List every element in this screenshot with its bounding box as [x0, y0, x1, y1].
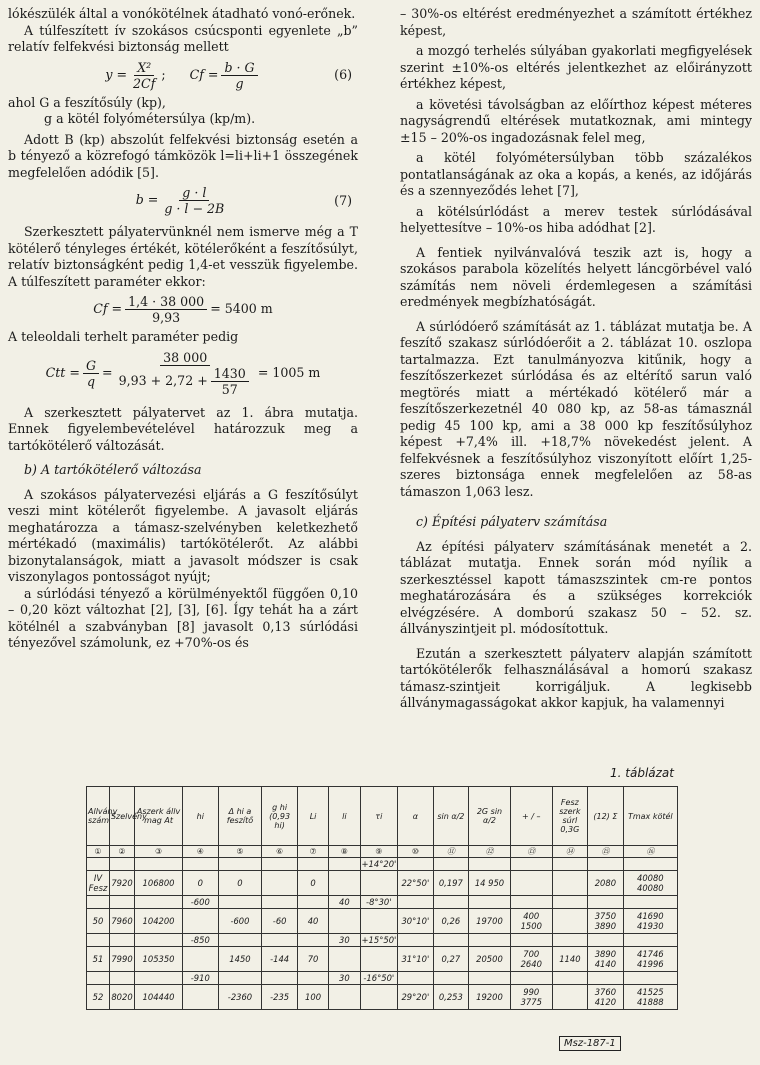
table-cell: 400 1500 — [510, 909, 552, 934]
table-cell — [218, 972, 262, 985]
table-row — [87, 896, 678, 909]
left-column — [8, 6, 358, 652]
table-row — [87, 934, 678, 947]
table-row — [87, 947, 678, 972]
table-cell: 106800 — [135, 871, 183, 896]
table-header-cell: (12) Σ — [588, 787, 624, 846]
table-column-number: ⑬ — [510, 846, 552, 858]
table-header-cell: τi — [360, 787, 398, 846]
table-cell: 0 — [297, 871, 328, 896]
table-cell: 3760 4120 — [588, 985, 624, 1010]
table-header-cell: Aszerk állv mag At — [135, 787, 183, 846]
table-cell: 50 — [87, 909, 110, 934]
table-cell — [360, 909, 398, 934]
table-cell — [469, 896, 511, 909]
equation-ctt: Ctt = $\frac{G}{q}$ = 38 000 9,93 + 2,72 + $\frac{1430}{57}$ = 1005 m — [45, 349, 321, 397]
table-cell: 30 — [329, 934, 360, 947]
table-cell — [552, 934, 588, 947]
table-header-cell: Allvány szám — [87, 787, 110, 846]
table-cell: -8°30' — [360, 896, 398, 909]
equation-cf: Cf = $\frac{1,4 \cdot 38 000}{9,93}$ = 5400 m — [93, 294, 273, 325]
table-cell: 1140 — [552, 947, 588, 972]
table-cell — [588, 972, 624, 985]
table-cell — [552, 909, 588, 934]
table-cell — [588, 896, 624, 909]
paragraph: lókészülék által a vonókötélnek átadható vonó-erőnek. — [8, 6, 356, 21]
table-cell: 3750 3890 — [588, 909, 624, 934]
table-cell — [297, 858, 328, 871]
table-cell — [109, 896, 134, 909]
table-cell — [183, 985, 219, 1010]
equation-number: (6) — [334, 66, 352, 82]
table-cell: 40 — [329, 896, 360, 909]
table-cell: 700 2640 — [510, 947, 552, 972]
table-cell — [398, 858, 434, 871]
table-title: 1. táblázat — [610, 766, 674, 780]
table-cell — [262, 858, 298, 871]
equation-7: b = $\frac{g \cdot l}{g \cdot l - 2B}$ (7) — [135, 185, 352, 216]
table-cell: 0 — [218, 871, 262, 896]
table-cell: 104440 — [135, 985, 183, 1010]
table-cell: 104200 — [135, 909, 183, 934]
table-cell — [297, 934, 328, 947]
table-cell: 100 — [297, 985, 328, 1010]
equation-6: y = $\frac{\text{X²}}{2Cf}$ ; Cf = $\frac{b \cdot G}{g}$ (6) — [105, 59, 352, 91]
paragraph: a kötél folyómétersúlyban több százalékos pontatlanságának az oka a kopás, a kenés, az időjárás és a szennyeződés lehet [7], — [400, 150, 752, 198]
table-cell — [262, 871, 298, 896]
table-cell: -16°50' — [360, 972, 398, 985]
table-header-cell: li — [329, 787, 360, 846]
table-cell: 0,27 — [433, 947, 469, 972]
table-header-cell: sin α/2 — [433, 787, 469, 846]
table-header-cell: Fesz szerk súrl 0,3G — [552, 787, 588, 846]
table-cell: -910 — [183, 972, 219, 985]
table-header-cell: α — [398, 787, 434, 846]
table-row — [87, 909, 678, 934]
table-cell — [623, 972, 677, 985]
paragraph: Szerkesztett pályatervünknél nem ismerve még a T kötélerő tényleges értékét, kötélerőként a feszítősúlyt, relatív biztonságként pedig 1,4-et vesszük figyelembe. A túlfeszített paraméter ekkor: — [8, 224, 358, 289]
table-cell — [135, 858, 183, 871]
table-column-number: ① — [87, 846, 110, 858]
table-cell: 70 — [297, 947, 328, 972]
table-cell: 7960 — [109, 909, 134, 934]
table-cell — [510, 858, 552, 871]
table-column-number: ⑨ — [360, 846, 398, 858]
table-cell — [623, 934, 677, 947]
paragraph: A szerkesztett pályatervet az 1. ábra mutatja. Ennek figyelembevételével határozzuk meg a tartókötélerő változását. — [8, 404, 358, 453]
paragraph: A fentiek nyilvánvalóvá teszik azt is, hogy a szokásos parabola közelítés helyett láncgörbével való számítás nem növeli érdemlegesen a számítási eredmények megbízhatóságát. — [400, 244, 752, 309]
table-cell — [87, 934, 110, 947]
table-cell — [360, 871, 398, 896]
table-cell: 0,197 — [433, 871, 469, 896]
table-cell — [469, 934, 511, 947]
table-row — [87, 985, 678, 1010]
table-cell: -60 — [262, 909, 298, 934]
table-cell — [183, 858, 219, 871]
equation-number: (7) — [334, 192, 352, 208]
table-cell: +14°20' — [361, 859, 397, 870]
table-cell — [135, 934, 183, 947]
table-cell: 41746 41996 — [623, 947, 677, 972]
table-cell — [87, 896, 110, 909]
table-cell — [469, 972, 511, 985]
section-heading: c) Építési pályaterv számítása — [416, 514, 608, 529]
table-cell — [297, 972, 328, 985]
table-cell: 30°10' — [398, 909, 434, 934]
table-cell — [329, 858, 360, 871]
table-cell — [588, 934, 624, 947]
table-column-number: ⑥ — [262, 846, 298, 858]
table-cell — [623, 896, 677, 909]
table-cell — [398, 972, 434, 985]
table-cell: 0,253 — [433, 985, 469, 1010]
table-cell: -2360 — [218, 985, 262, 1010]
paragraph: Az építési pályaterv számításának menetét a 2. táblázat mutatja. Ennek során mód nyílik a szerkesztéssel kapott támaszszintek cm-re pontos meghatározására és a szükséges korrekciók elvégzésére. A domború szakasz 50 – 52. sz. állványszintjeit pl. módosítottuk. — [400, 538, 752, 636]
table-cell — [218, 896, 262, 909]
table-cell: 19200 — [469, 985, 511, 1010]
table-cell — [588, 858, 624, 871]
table-cell — [552, 972, 588, 985]
table-cell: 31°10' — [398, 947, 434, 972]
table-cell: 51 — [87, 947, 110, 972]
table-cell — [552, 858, 588, 871]
table-cell — [552, 985, 588, 1010]
table-cell: 41690 41930 — [623, 909, 677, 934]
right-column — [400, 6, 752, 712]
table-cell — [329, 909, 360, 934]
table-cell — [623, 858, 677, 871]
table-header-cell: hi — [183, 787, 219, 846]
table-cell: 990 3775 — [510, 985, 552, 1010]
table-cell: 40 — [297, 909, 328, 934]
table-cell — [398, 896, 434, 909]
table-row — [87, 871, 678, 896]
table-cell — [360, 985, 398, 1010]
table-cell — [469, 858, 511, 871]
table-cell — [218, 858, 262, 871]
table-cell: 7990 — [109, 947, 134, 972]
paragraph: ahol G a feszítősúly (kp), — [8, 94, 166, 110]
table-cell: -600 — [218, 909, 262, 934]
table-body — [87, 858, 678, 1010]
paragraph: Adott B (kp) abszolút felfekvési biztonság esetén a b tényező a közrefogó támközök l=li+li+1 összegének megfelelően adódik [5]. — [8, 131, 358, 180]
table-header-cell: Li — [297, 787, 328, 846]
table-cell — [218, 934, 262, 947]
table-column-number: ⑧ — [329, 846, 360, 858]
paragraph: g a kötél folyómétersúlya (kp/m). — [44, 111, 256, 126]
table-row — [87, 972, 678, 985]
table-header-cell: Szelvény — [109, 787, 134, 846]
table-column-number: ⑮ — [588, 846, 624, 858]
table-cell — [109, 972, 134, 985]
table-column-number: ⑩ — [398, 846, 434, 858]
table-cell — [262, 896, 298, 909]
paragraph: a kötélsúrlódást a merev testek súrlódásával helyettesítve – 10%-os hiba adódhat [2]. — [400, 203, 752, 235]
paragraph: A túlfeszített ív szokásos csúcsponti egyenlete „b” relatív felfekvési biztonság mellett — [8, 22, 358, 54]
table-cell: IV Fesz — [87, 871, 110, 896]
table-cell — [510, 896, 552, 909]
table-cell: 20500 — [469, 947, 511, 972]
table-cell — [297, 896, 328, 909]
paragraph: A szokásos pályatervezési eljárás a G feszítősúlyt veszi mint kötélerőt figyelembe. A javasolt eljárás meghatározza a támasz-szelvényben keletkezhető mértékadó (maximális) tartókötélerőt. Az alábbi bizonytalanságok, miatt a javasolt módszer is csak viszonylagos pontosságot nyújt; — [8, 486, 358, 584]
table-header-cell: g hi (0,93 hi) — [262, 787, 298, 846]
table-cell: 14 950 — [469, 871, 511, 896]
table-cell — [433, 972, 469, 985]
table-cell: 22°50' — [398, 871, 434, 896]
table-cell — [135, 972, 183, 985]
table-header-cell: Tmax kötél — [623, 787, 677, 846]
table-cell — [329, 871, 360, 896]
table-cell: 0,26 — [433, 909, 469, 934]
paragraph: – 30%-os eltérést eredményezhet a számított értékhez képest, — [400, 6, 752, 38]
paragraph: A súrlódóerő számítását az 1. táblázat mutatja be. A feszítő szakasz súrlódóerőit a 2. táblázat 10. oszlopa tartalmazza. Ezt tanulmányozva kitűnik, hogy a feszítőszerkezet súrlódása és az eltérítő sarun való megtörés miatt a mértékadó kötélerő már a feszítőszerkezetnél 40 080 kp, az 58-as támasznál pedig 45 100 kp, ami a 38 000 kp feszítősúlyhoz képest +7,4% ill. +18,7% növekedést jelent. A felfekvésnek a feszítősúlyhoz viszonyított előírt 1,25-szeres biztonsága ennek megfelelően az 58-as támaszon 1,063 lesz. — [400, 318, 752, 499]
table-cell: 52 — [87, 985, 110, 1010]
table-cell — [329, 947, 360, 972]
table-cell: 0 — [183, 871, 219, 896]
table-cell — [433, 934, 469, 947]
paragraph: a követési távolságban az előírthoz képest méteres nagyságrendű eltérések mutatkoznak, ami mintegy ±15 – 20%-os ingadozásnak felel meg, — [400, 96, 752, 145]
table-column-number: ⑦ — [297, 846, 328, 858]
paragraph: a mozgó terhelés súlyában gyakorlati megfigyelések szerint ±10%-os eltérés jelentkezhet az előirányzott értékhez képest, — [400, 43, 752, 91]
table-cell — [360, 947, 398, 972]
table-cell: 2080 — [588, 871, 624, 896]
paragraph: a súrlódási tényező a körülményektől függően 0,10 – 0,20 közt változhat [2], [3], [6]. Így tehát ha a zárt kötélnél a szabványban [8] javasolt 0,13 súrlódási tényezővel számolunk, ez +70%-os és — [8, 585, 358, 650]
table-cell: 105350 — [135, 947, 183, 972]
table-cell: +15°50' — [361, 935, 397, 946]
table-header-cell: + / – — [510, 787, 552, 846]
table-cell: 29°20' — [398, 985, 434, 1010]
table-cell: 40080 40080 — [623, 871, 677, 896]
table-cell: 3890 4140 — [588, 947, 624, 972]
table-cell — [398, 934, 434, 947]
table-number-row — [87, 846, 678, 858]
table-header-cell: 2G sin α/2 — [469, 787, 511, 846]
table-cell: -144 — [262, 947, 298, 972]
table-row — [87, 858, 678, 871]
table-cell — [87, 972, 110, 985]
section-heading: b) A tartókötélerő változása — [24, 462, 202, 477]
table-cell — [262, 934, 298, 947]
table-cell — [135, 896, 183, 909]
table-column-number: ③ — [135, 846, 183, 858]
table-header-row — [87, 787, 678, 846]
table-cell: 30 — [329, 972, 360, 985]
document-stamp: Msz-187-1 — [559, 1036, 621, 1051]
table-cell — [552, 871, 588, 896]
table-cell — [262, 972, 298, 985]
table-column-number: ⑤ — [218, 846, 262, 858]
table-cell — [510, 871, 552, 896]
table-cell: -600 — [183, 896, 219, 909]
table-cell — [329, 985, 360, 1010]
table-column-number: ⑯ — [623, 846, 677, 858]
handwritten-table — [86, 786, 678, 1010]
table-cell — [433, 896, 469, 909]
table-cell — [183, 909, 219, 934]
table-column-number: ⑪ — [433, 846, 469, 858]
table-column-number: ⑭ — [552, 846, 588, 858]
table-cell: -850 — [183, 934, 219, 947]
table-column-number: ④ — [183, 846, 219, 858]
table-cell: 41525 41888 — [623, 985, 677, 1010]
table-cell — [433, 858, 469, 871]
table-cell: 8020 — [109, 985, 134, 1010]
table-cell — [109, 934, 134, 947]
table-cell — [183, 947, 219, 972]
table-cell: -235 — [262, 985, 298, 1010]
paragraph: A teleoldali terhelt paraméter pedig — [8, 329, 239, 344]
table-cell — [510, 972, 552, 985]
table-cell — [87, 858, 110, 871]
table-header-cell: Δ hi a feszítő — [218, 787, 262, 846]
table-column-number: ② — [109, 846, 134, 858]
table-column-number: ⑫ — [469, 846, 511, 858]
table-cell: 19700 — [469, 909, 511, 934]
table-cell: 1450 — [218, 947, 262, 972]
table-cell: 7920 — [109, 871, 134, 896]
table-cell — [109, 858, 134, 871]
paragraph: Ezután a szerkesztett pályaterv alapján számított tartókötélerők felhasználásával a homorú szakasz támasz-szintjeit korrigáljuk. A legkisebb állványmagasságokat akkor kapjuk, ha valamennyi — [400, 645, 752, 710]
table-cell — [552, 896, 588, 909]
table-cell — [510, 934, 552, 947]
